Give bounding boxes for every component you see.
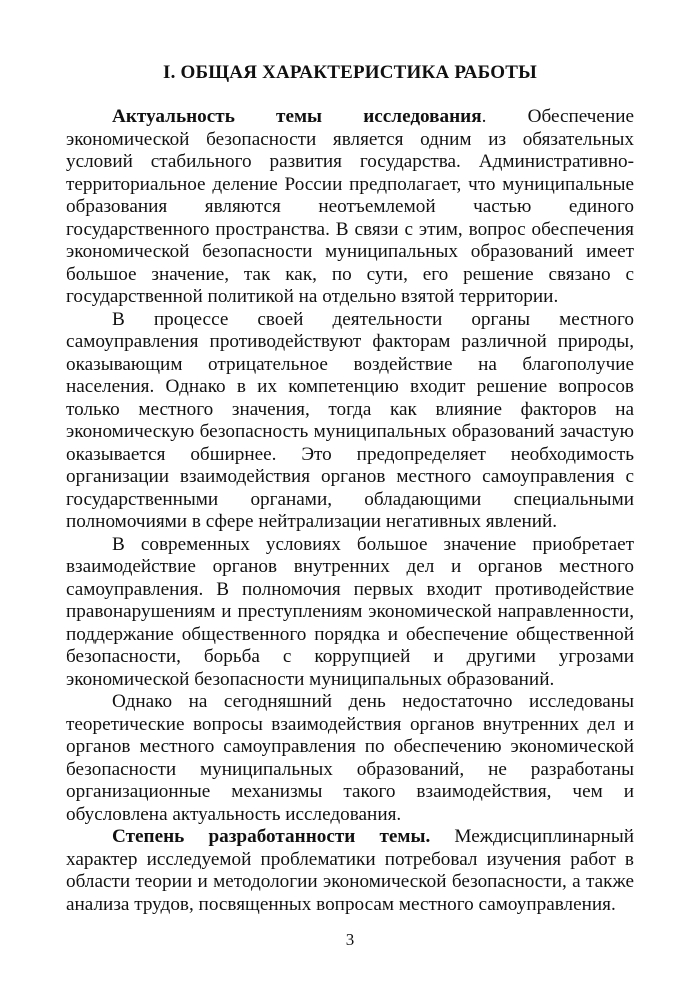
paragraph-local-government <box>66 309 634 534</box>
paragraph-internal-affairs <box>66 534 634 692</box>
section-heading: I. ОБЩАЯ ХАРАКТЕРИСТИКА РАБОТЫ <box>163 62 537 83</box>
paragraph-text: В современных условиях большое значение приобретает взаимодействие органов внутренних дел и органов местного самоуправления. В полномочия первых входит противодействие правонарушениям и преступлениям экономической направленности, поддержание общественного порядка и обеспечение общественной безопасности, борьба с коррупцией и другими угрозами экономической безопасности муниципальных образований. <box>66 533 634 690</box>
paragraph-text: Междисциплинарный характер исследуемой проблематики потребовал изучения работ в области теории и методологии экономической безопасности, а также анализа трудов, посвященных вопросам местного самоуправления. <box>66 826 634 915</box>
paragraph-relevance <box>66 106 634 309</box>
body-text <box>66 106 634 916</box>
paragraph-text: Однако на сегодняшний день недостаточно исследованы теоретические вопросы взаимодействия органов внутренних дел и органов местного самоуправления по обеспечению экономической безопасности муниципальных образований, не разработаны организационные механизмы такого взаимодействия, чем и обусловлена актуальность исследования. <box>66 691 634 825</box>
page-number: 3 <box>345 930 355 949</box>
paragraph-degree-of-development <box>66 826 634 916</box>
paragraph-lead: Степень разработанности темы. <box>112 826 431 847</box>
paragraph-lead: Актуальность темы исследования <box>112 106 482 127</box>
paragraph-text: В процессе своей деятельности органы местного самоуправления противодействуют факторам различной природы, оказывающим отрицательное воздействие на благополучие населения. Однако в их компетенцию входит решение вопросов только местного значения, тогда как влияние факторов на экономическую безопасность муниципальных образований зачастую оказывается обширнее. Это предопределяет необходимость организации взаимодействия органов местного самоуправления с государственными органами, обладающими специальными полномочиями в сфере нейтрализации негативных явлений. <box>66 308 634 532</box>
paragraph-research-gap <box>66 691 634 826</box>
paragraph-text: . Обеспечение экономической безопасности является одним из обязательных условий стабильного развития государства. Административно-территориальное деление России предполагает, что муниципальные образования являются неотъемлемой частью единого государственного пространства. В связи с этим, вопрос обеспечения экономической безопасности муниципальных образований имеет большое значение, так как, по сути, его решение связано с государственной политикой на отдельно взятой территории. <box>66 106 635 307</box>
